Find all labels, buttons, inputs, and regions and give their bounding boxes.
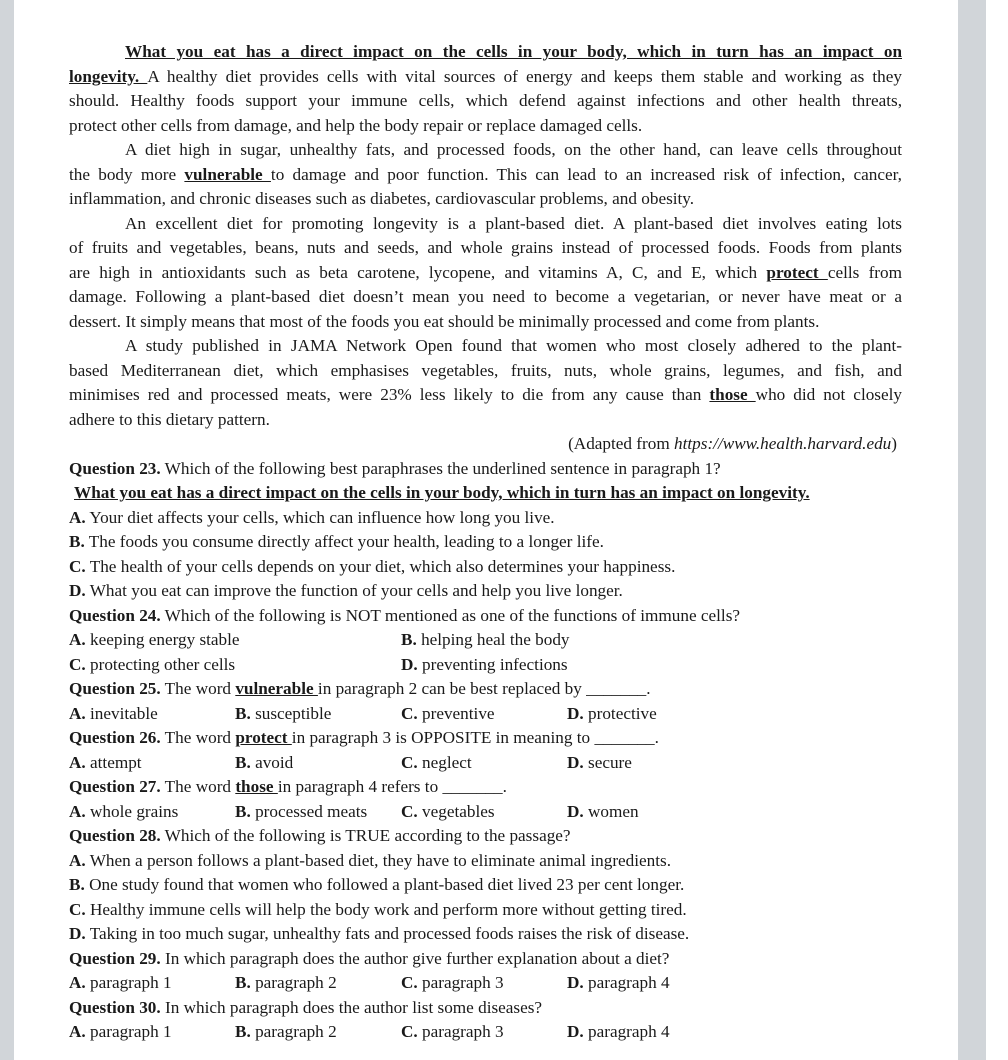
option-d[interactable]: D. paragraph 4	[567, 1022, 670, 1041]
option-a[interactable]: A. keeping energy stable	[69, 630, 240, 649]
paragraph-line: minimises red and processed meats, were 23% less likely to die from any cause than those who did not closely	[69, 385, 902, 404]
question-28	[69, 824, 902, 947]
left-gutter	[0, 0, 14, 1060]
paragraph-line: protect other cells from damage, and help the body repair or replace damaged cells.	[69, 115, 643, 135]
paragraph-line: of fruits and vegetables, beans, nuts and seeds, and whole grains instead of processed foods. Foods from plants	[69, 238, 902, 257]
option-b[interactable]: B. paragraph 2	[235, 973, 337, 992]
options-row	[69, 1020, 902, 1045]
source-url: https://www.health.harvard.edu	[674, 434, 892, 453]
paragraph-line: dessert. It simply means that most of the foods you eat should be minimally processed and come from plants.	[69, 311, 820, 331]
underlined-sentence: What you eat has a direct impact on the cells in your body, which in turn has an impact on	[125, 42, 902, 61]
question-stem: Question 30. In which paragraph does the author list some diseases?	[69, 997, 543, 1017]
underlined-sentence-end: longevity.	[69, 66, 148, 86]
paragraph-line: should. Healthy foods support your immune cells, which defend against infections and other health threats,	[69, 91, 902, 110]
paragraph-line: longevity. A healthy diet provides cells with vital sources of energy and keeps them stable and working as they	[69, 66, 902, 86]
options-row	[69, 751, 902, 776]
paragraph-line: based Mediterranean diet, which emphasises vegetables, fruits, nuts, whole grains, legumes, and fish, and	[69, 360, 902, 380]
option-a[interactable]: A. attempt	[69, 752, 142, 772]
question-stem: Question 26. The word protect in paragraph 3 is OPPOSITE in meaning to _______.	[69, 728, 659, 747]
question-stem: Question 28. Which of the following is TRUE according to the passage?	[69, 826, 571, 845]
paragraph-1	[69, 40, 902, 138]
highlighted-word-vulnerable: vulnerable	[184, 164, 271, 184]
option-c[interactable]: C. Healthy immune cells will help the body work and perform more without getting tired.	[69, 899, 687, 919]
option-a[interactable]: A. Your diet affects your cells, which can influence how long you live.	[69, 507, 555, 527]
options-row	[69, 653, 902, 678]
question-stem: Question 29. In which paragraph does the author give further explanation about a diet?	[69, 948, 670, 968]
option-b[interactable]: B. One study found that women who followed a plant-based diet lived 23 per cent longer.	[69, 875, 685, 894]
option-c[interactable]: C. protecting other cells	[69, 654, 236, 674]
option-b[interactable]: B. avoid	[235, 752, 294, 772]
document-page	[69, 40, 902, 1045]
paragraph-line: adhere to this dietary pattern.	[69, 409, 270, 429]
paragraph-line: the body more vulnerable to damage and poor function. This can lead to an increased risk of infection, cancer,	[69, 164, 902, 184]
right-scrollbar-track[interactable]	[958, 0, 986, 1060]
paragraph-2	[69, 138, 902, 212]
option-c[interactable]: C. paragraph 3	[401, 973, 504, 992]
option-d[interactable]: D. preventing infections	[401, 654, 568, 674]
options-row	[69, 971, 902, 996]
source-citation: (Adapted from https://www.health.harvard.edu)	[568, 434, 897, 453]
option-b[interactable]: B. paragraph 2	[235, 1022, 337, 1041]
paragraph-4	[69, 334, 902, 432]
option-d[interactable]: D. What you eat can improve the function of your cells and help you live longer.	[69, 581, 623, 600]
options-row	[69, 702, 902, 727]
question-24	[69, 604, 902, 678]
option-a[interactable]: A. paragraph 1	[69, 973, 172, 992]
option-c[interactable]: C. neglect	[401, 752, 472, 772]
question-stem: Question 25. The word vulnerable in paragraph 2 can be best replaced by _______.	[69, 679, 651, 698]
question-stem: Question 27. The word those in paragraph 4 refers to _______.	[69, 777, 507, 796]
paragraph-line	[69, 40, 902, 65]
paragraph-line: damage. Following a plant-based diet doesn’t mean you need to become a vegetarian, or never have meat or a	[69, 287, 902, 306]
question-stem: Question 24. Which of the following is NOT mentioned as one of the functions of immune cells?	[69, 605, 741, 625]
option-b[interactable]: B. The foods you consume directly affect your health, leading to a longer life.	[69, 532, 604, 551]
highlighted-word-those: those	[709, 385, 756, 404]
quoted-sentence: What you eat has a direct impact on the cells in your body, which in turn has an impact on longevity.	[74, 483, 810, 502]
option-a[interactable]: A. When a person follows a plant-based diet, they have to eliminate animal ingredients.	[69, 850, 672, 870]
option-d[interactable]: D. paragraph 4	[567, 973, 670, 992]
option-c[interactable]: C. The health of your cells depends on your diet, which also determines your happiness.	[69, 556, 676, 576]
question-27	[69, 775, 902, 824]
option-a[interactable]: A. inevitable	[69, 703, 158, 723]
option-d[interactable]: D. Taking in too much sugar, unhealthy fats and processed foods raises the risk of disease.	[69, 924, 690, 943]
question-26	[69, 726, 902, 775]
option-d[interactable]: D. women	[567, 801, 639, 821]
paragraph-line: An excellent diet for promoting longevity is a plant-based diet. A plant-based diet involves eating lots	[125, 213, 902, 233]
question-23	[69, 457, 902, 604]
option-c[interactable]: C. paragraph 3	[401, 1022, 504, 1041]
paragraph-line: A diet high in sugar, unhealthy fats, and processed foods, on the other hand, can leave cells throughout	[125, 140, 902, 159]
paragraph-line: are high in antioxidants such as beta carotene, lycopene, and vitamins A, C, and E, which protect cells from	[69, 262, 902, 282]
option-a[interactable]: A. whole grains	[69, 801, 179, 821]
options-row	[69, 628, 902, 653]
paragraph-line: inflammation, and chronic diseases such as diabetes, cardiovascular problems, and obesity.	[69, 189, 695, 208]
option-d[interactable]: D. protective	[567, 703, 657, 723]
option-b[interactable]: B. susceptible	[235, 703, 332, 723]
option-c[interactable]: C. vegetables	[401, 801, 495, 821]
question-stem: Question 23. Which of the following best paraphrases the underlined sentence in paragraph 1?	[69, 458, 721, 478]
options-row	[69, 800, 902, 825]
option-a[interactable]: A. paragraph 1	[69, 1022, 172, 1041]
question-30	[69, 996, 902, 1045]
option-d[interactable]: D. secure	[567, 752, 632, 772]
option-c[interactable]: C. preventive	[401, 703, 495, 723]
question-25	[69, 677, 902, 726]
highlighted-word-protect: protect	[766, 262, 828, 282]
paragraph-3	[69, 212, 902, 335]
question-29	[69, 947, 902, 996]
option-b[interactable]: B. helping heal the body	[401, 630, 570, 649]
option-b[interactable]: B. processed meats	[235, 801, 368, 821]
paragraph-line: A study published in JAMA Network Open found that women who most closely adhered to the plant-	[125, 336, 902, 355]
